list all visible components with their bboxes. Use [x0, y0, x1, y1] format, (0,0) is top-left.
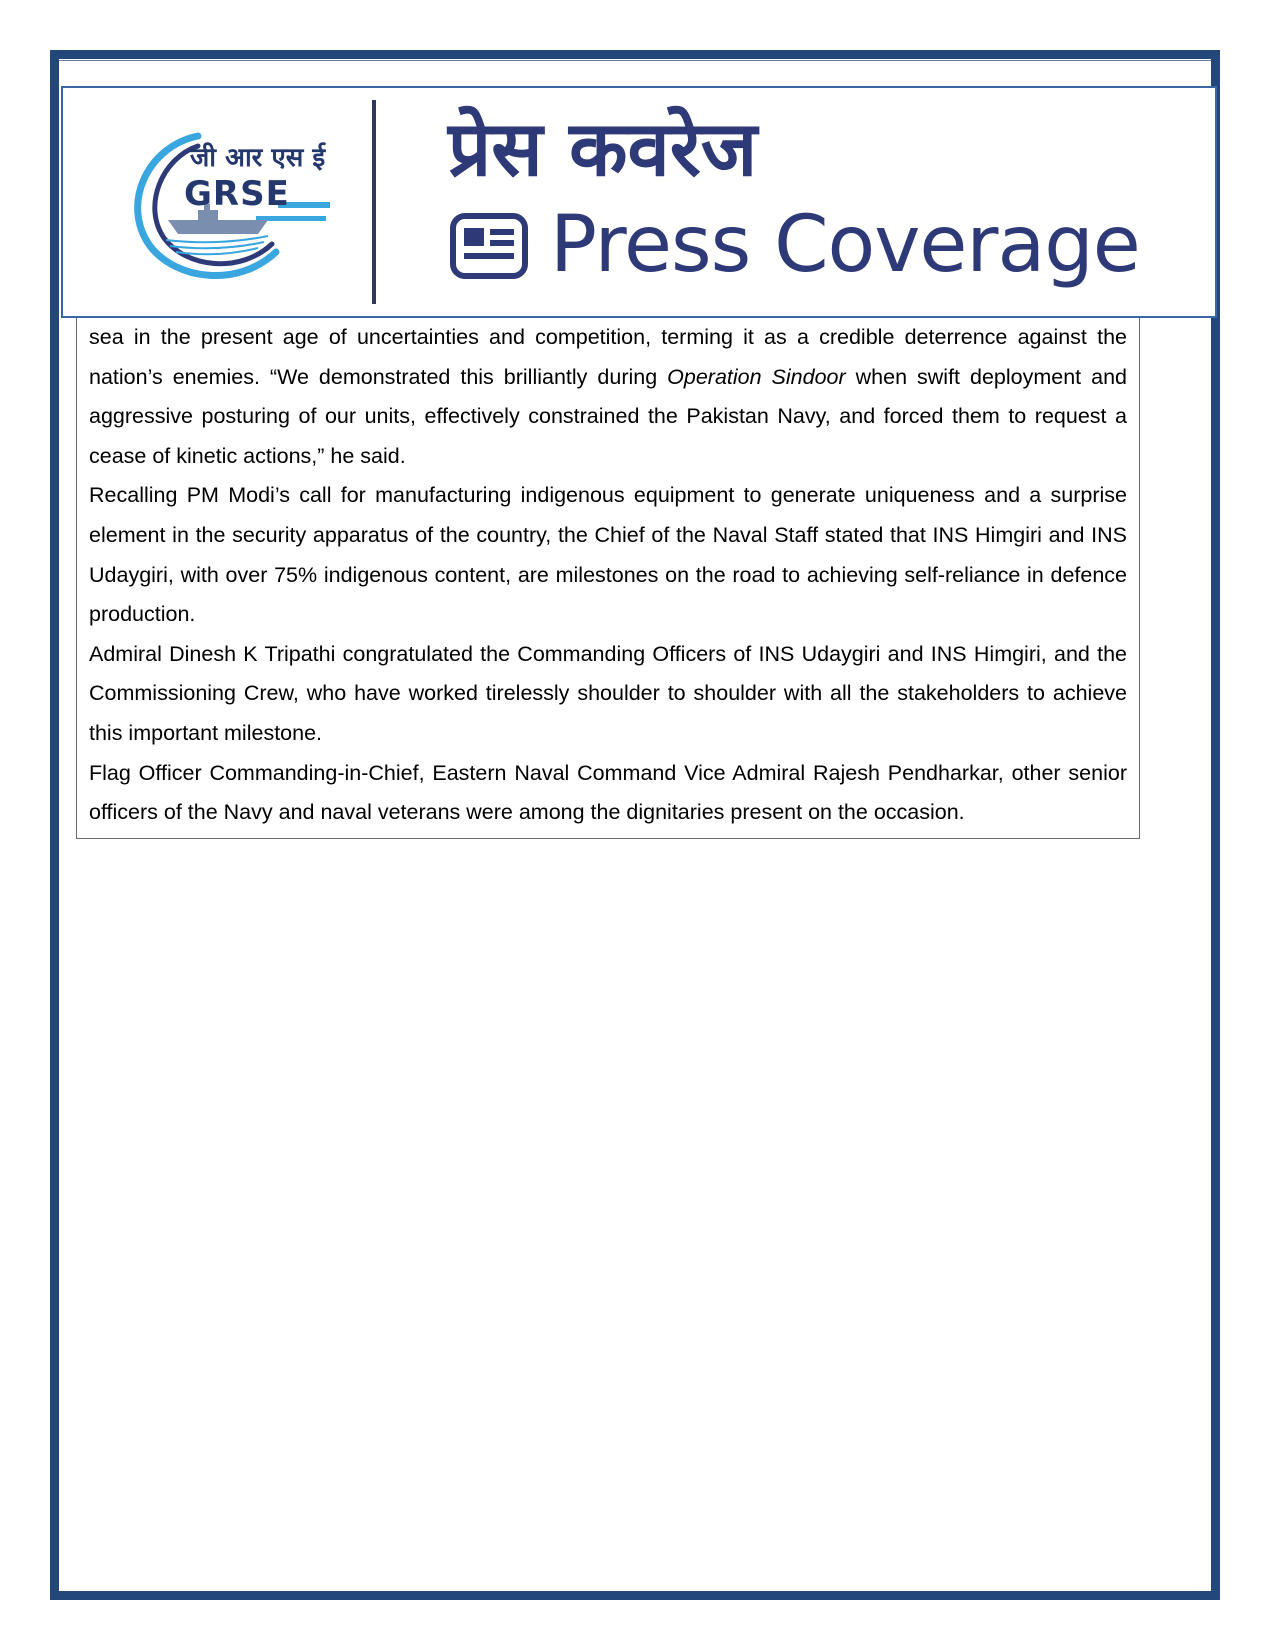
article-text-run: sea in the present age of uncertainties and competition, terming it as a credible deterrence against the nation’s enemies. “We demonstrated this brilliantly during	[89, 325, 1127, 389]
article-paragraph: Recalling PM Modi’s call for manufacturing indigenous equipment to generate uniqueness and a surprise element in the security apparatus of the country, the Chief of the Naval Staff stated that INS Himgiri and INS Udaygiri, with over 75% indigenous content, are milestones on the road to achieving self-reliance in defence production.	[89, 483, 1127, 627]
title-english: Press Coverage	[550, 200, 1140, 290]
logo-grse-text: GRSE	[184, 174, 290, 214]
article-paragraph: Flag Officer Commanding-in-Chief, Eastern Naval Command Vice Admiral Rajesh Pendharkar, other senior officers of the Navy and naval veterans were among the dignitaries present on the occasion.	[89, 760, 1127, 825]
title-hindi: प्रेस कवरेज	[448, 104, 758, 193]
article-paragraph: Admiral Dinesh K Tripathi congratulated the Commanding Officers of INS Udaygiri and INS Himgiri, and the Commissioning Crew, who have worked tirelessly shoulder to shoulder with all the stakeholders to achieve this important milestone.	[89, 641, 1127, 745]
article-body	[89, 318, 1127, 833]
article-paragraph	[89, 318, 1127, 476]
logo-hindi-text: जी आर एस ई	[190, 143, 326, 173]
article-text-run: when swift deployment and aggressive posturing of our units, effectively constrained the Pakistan Navy, and forced them to request a cease of kinetic actions,” he said.	[89, 364, 1128, 468]
newspaper-icon	[450, 213, 528, 279]
header-divider	[372, 100, 376, 304]
top-rule	[59, 60, 1211, 61]
operation-name: Operation Sindoor	[667, 364, 846, 389]
